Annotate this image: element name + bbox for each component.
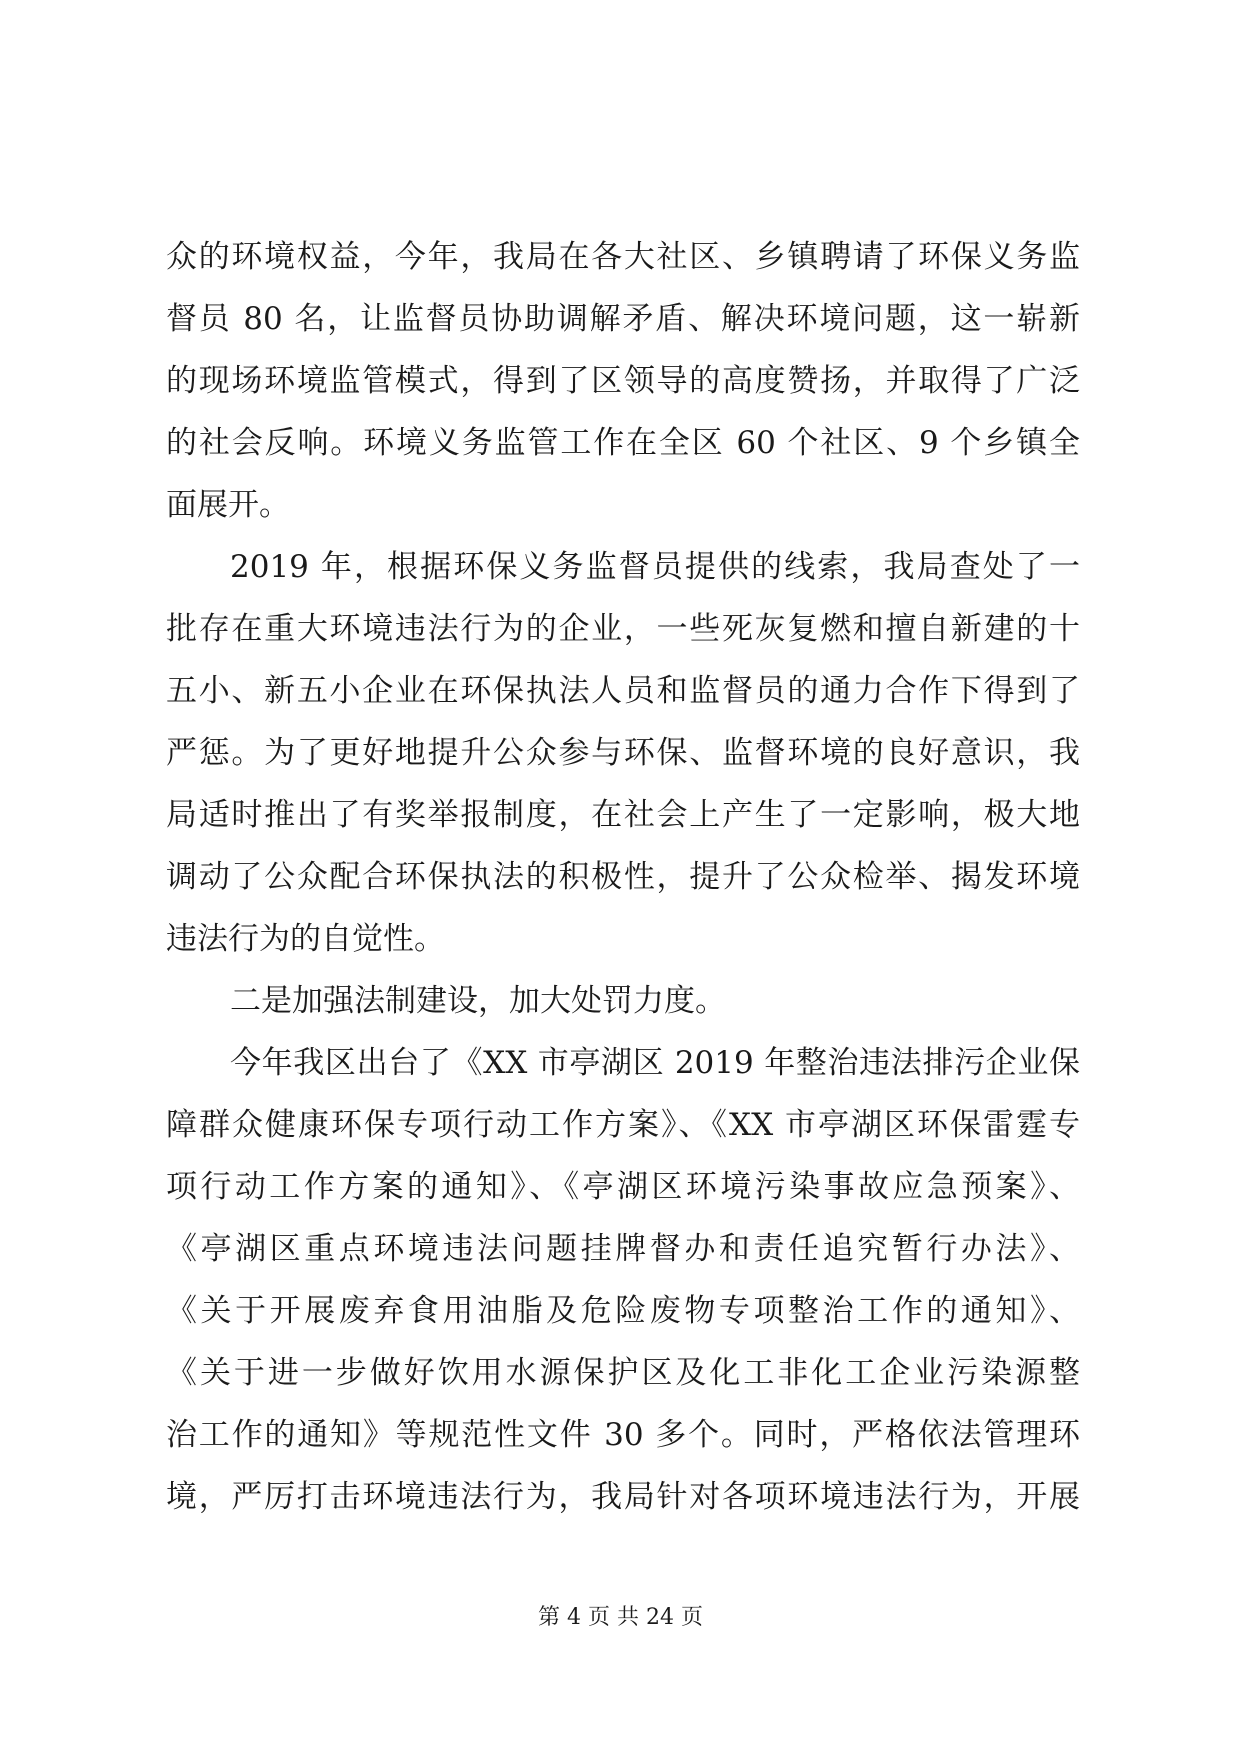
text-line: 《关于开展废弃食用油脂及危险废物专项整治工作的通知》、 [166,1293,1080,1329]
text-line: 督员 80 名，让监督员协助调解矛盾、解决环境问题，这一崭新 [166,301,1080,337]
text-line: 违法行为的自觉性。 [166,921,445,957]
text-line: 严惩。为了更好地提升公众参与环保、监督环境的良好意识，我 [166,735,1080,771]
text-line: 障群众健康环保专项行动工作方案》、《XX 市亭湖区环保雷霆专 [166,1107,1080,1143]
text-line: 2019 年，根据环保义务监督员提供的线索，我局查处了一 [230,549,1080,585]
text-line: 《亭湖区重点环境违法问题挂牌督办和责任追究暂行办法》、 [166,1231,1080,1267]
text-line: 项行动工作方案的通知》、《亭湖区环境污染事故应急预案》、 [166,1169,1080,1205]
page-footer: 第 4 页 共 24 页 [538,1605,703,1630]
text-line: 今年我区出台了《XX 市亭湖区 2019 年整治违法排污企业保 [230,1045,1080,1081]
text-line: 治工作的通知》等规范性文件 30 多个。同时，严格依法管理环 [166,1417,1080,1453]
text-line: 五小、新五小企业在环保执法人员和监督员的通力合作下得到了 [166,673,1080,709]
body-text [166,226,1080,1528]
text-line: 《关于进一步做好饮用水源保护区及化工非化工企业污染源整 [166,1355,1080,1391]
text-line: 二是加强法制建设，加大处罚力度。 [230,983,726,1019]
text-line: 众的环境权益，今年，我局在各大社区、乡镇聘请了环保义务监 [166,239,1080,275]
text-line: 面展开。 [166,487,290,523]
text-line: 的社会反响。环境义务监管工作在全区 60 个社区、9 个乡镇全 [166,425,1080,461]
text-line: 境，严厉打击环境违法行为，我局针对各项环境违法行为，开展 [166,1479,1080,1515]
text-line: 调动了公众配合环保执法的积极性，提升了公众检举、揭发环境 [166,859,1080,895]
text-line: 批存在重大环境违法行为的企业，一些死灰复燃和擅自新建的十 [166,611,1080,647]
text-line: 的现场环境监管模式，得到了区领导的高度赞扬，并取得了广泛 [166,363,1080,399]
text-line: 局适时推出了有奖举报制度，在社会上产生了一定影响，极大地 [166,797,1080,833]
